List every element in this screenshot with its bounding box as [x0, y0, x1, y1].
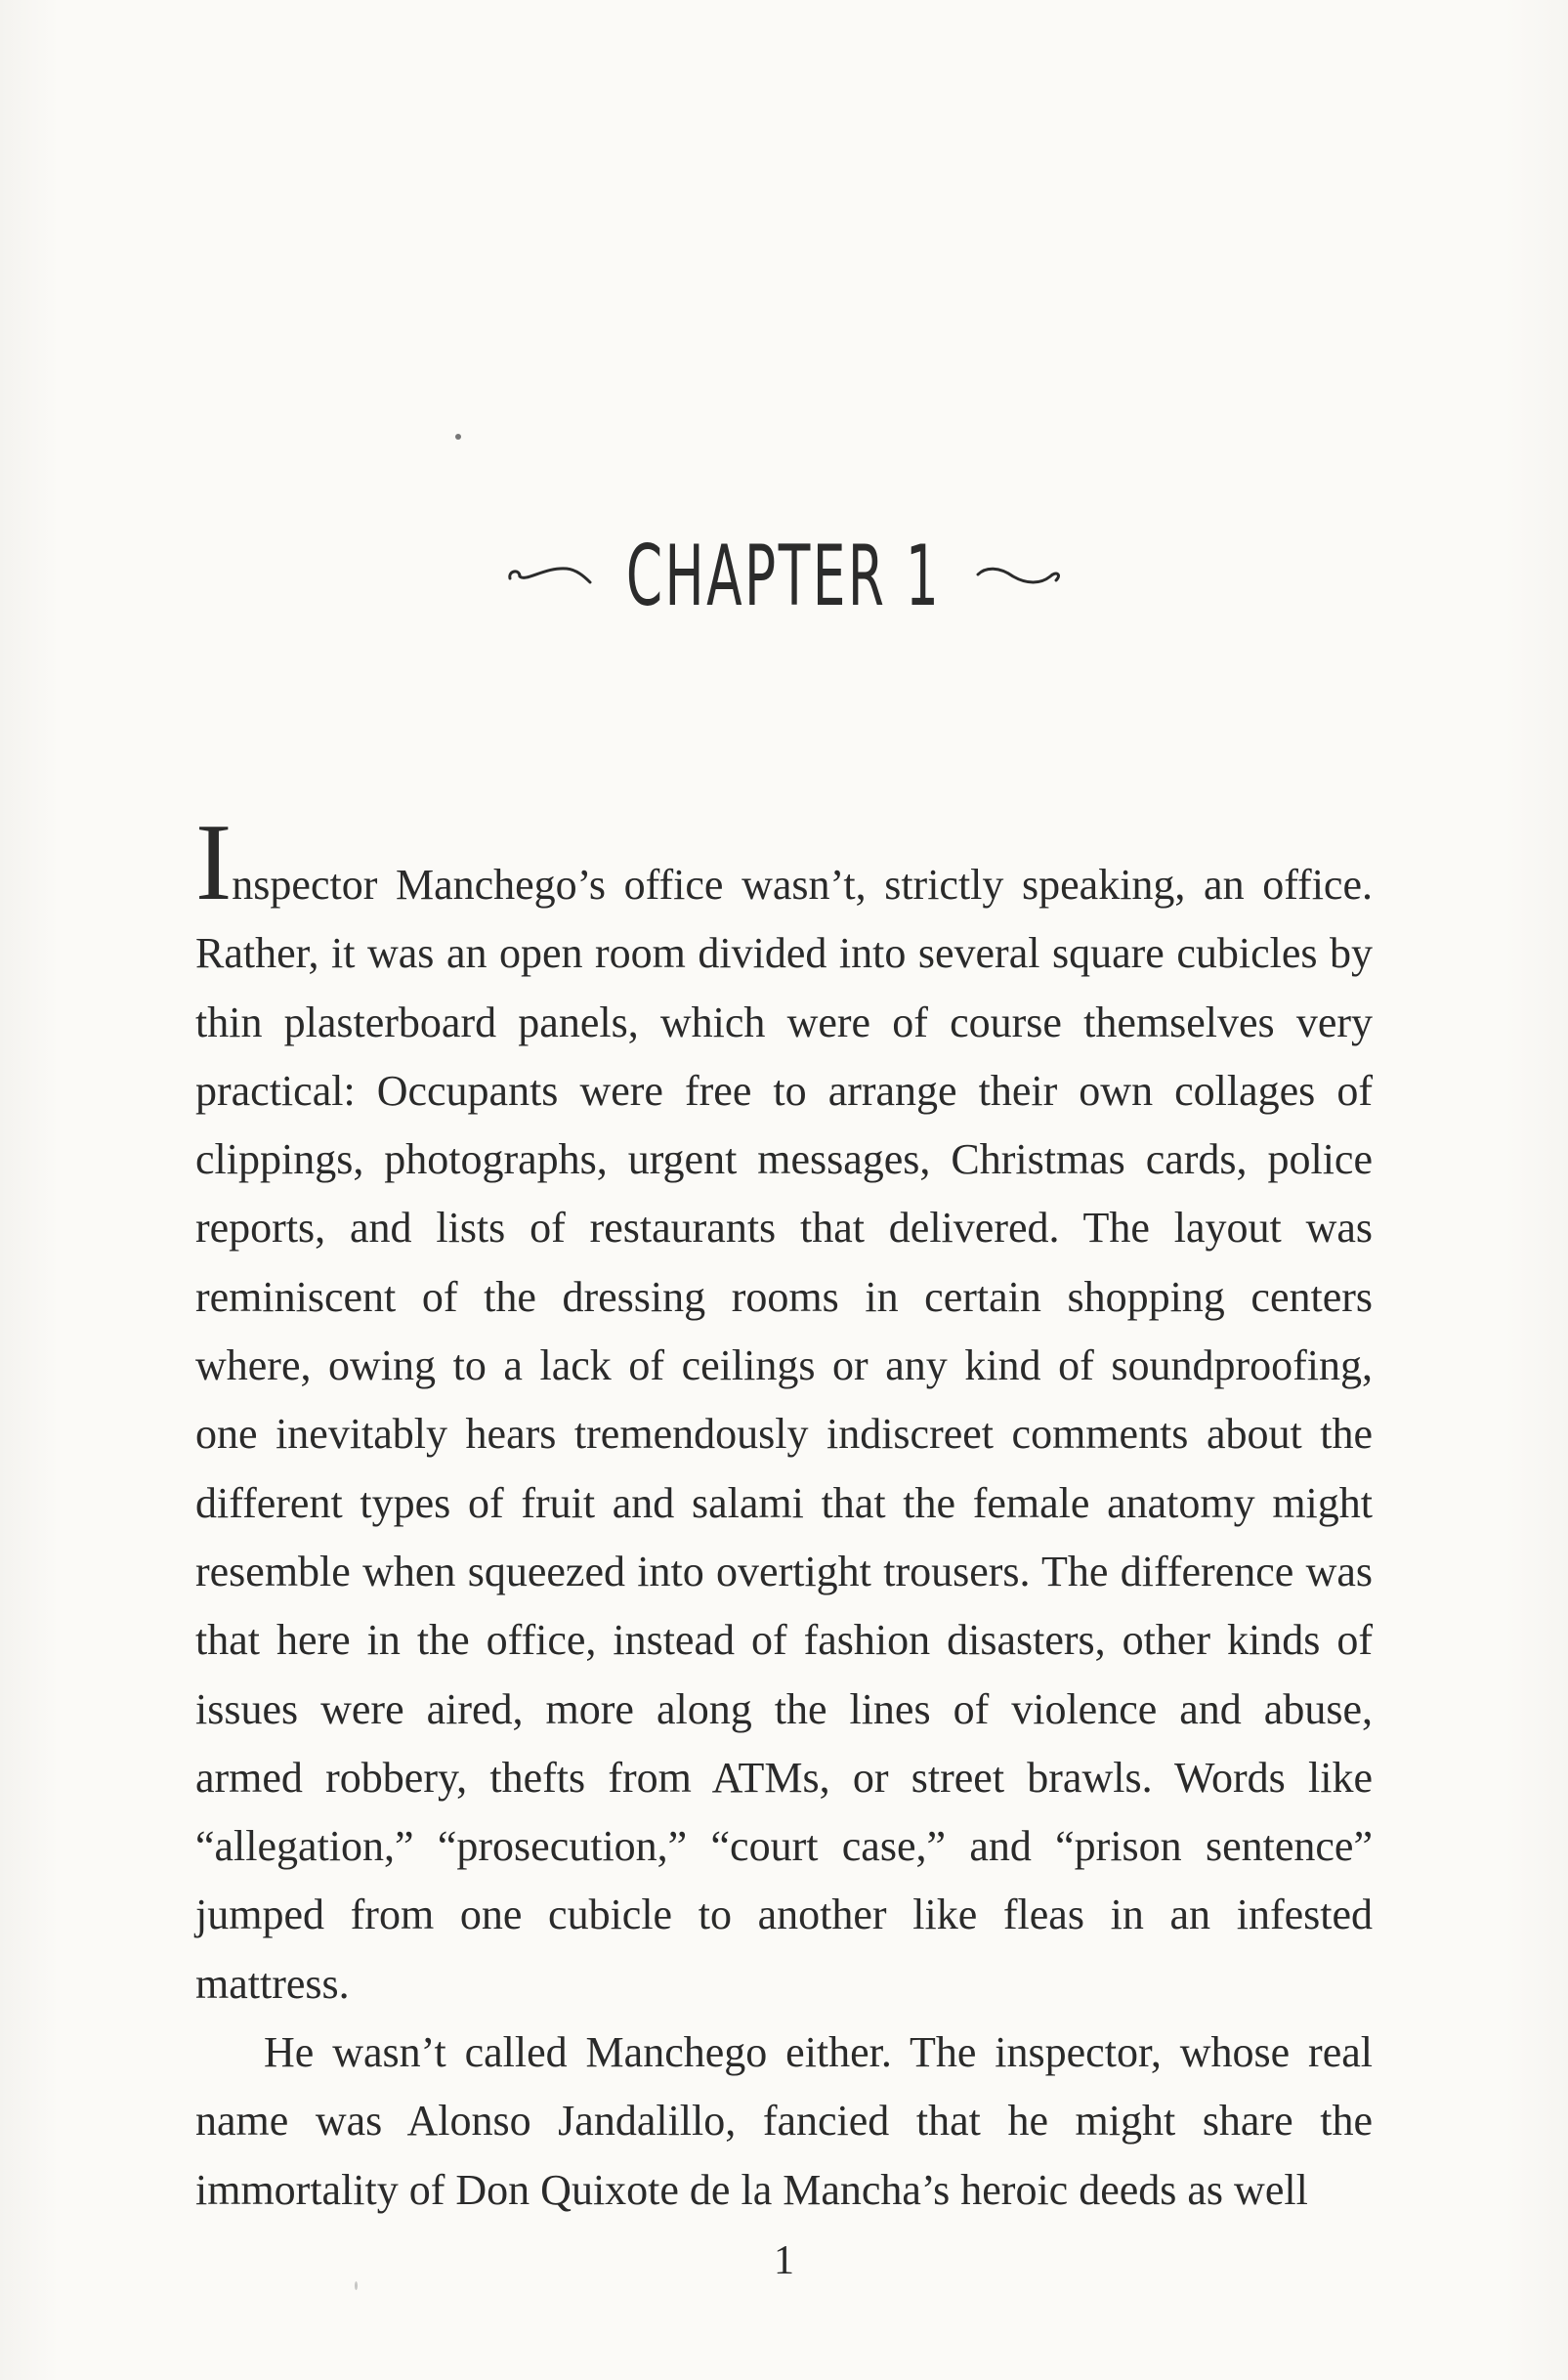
paragraph-1	[195, 802, 1373, 2019]
chapter-title: CHAPTER 1	[626, 528, 942, 625]
paper-speck	[455, 434, 461, 440]
chapter-heading	[0, 528, 1568, 625]
drop-cap: I	[195, 802, 233, 923]
right-swash-ornament	[974, 557, 1062, 596]
paragraph-2: He wasn’t called Manchego either. The inspector, whose real name was Alonso Jandalillo, fancied that he might share the immortality of Don Quixote de la Mancha’s heroic deeds as well	[195, 2028, 1373, 2214]
page-number: 1	[774, 2238, 794, 2283]
paragraph-1-text: nspector Manchego’s office wasn’t, strictly speaking, an office. Rather, it was an open room divided into several square cubicles by thin plasterboard panels, which were of course themselves very practical: Occupants were free to arrange their own collages of clippings, photographs, urgent messages, Christmas cards, police reports, and lists of restaurants that delivered. The layout was reminiscent of the dressing rooms in certain shopping centers where, owing to a lack of ceilings or any kind of soundproofing, one inevitably hears tremendously indiscreet comments about the different types of fruit and salami that the female anatomy might resemble when squeezed into overtight trousers. The difference was that here in the office, instead of fashion disasters, other kinds of issues were aired, more along the lines of violence and abuse, armed robbery, thefts from ATMs, or street brawls. Words like “allegation,” “prosecution,” “court case,” and “prison sentence” jumped from one cubicle to another like fleas in an infested mattress.	[195, 861, 1373, 2008]
chapter-body	[195, 802, 1373, 2225]
left-swash-ornament	[506, 557, 594, 596]
